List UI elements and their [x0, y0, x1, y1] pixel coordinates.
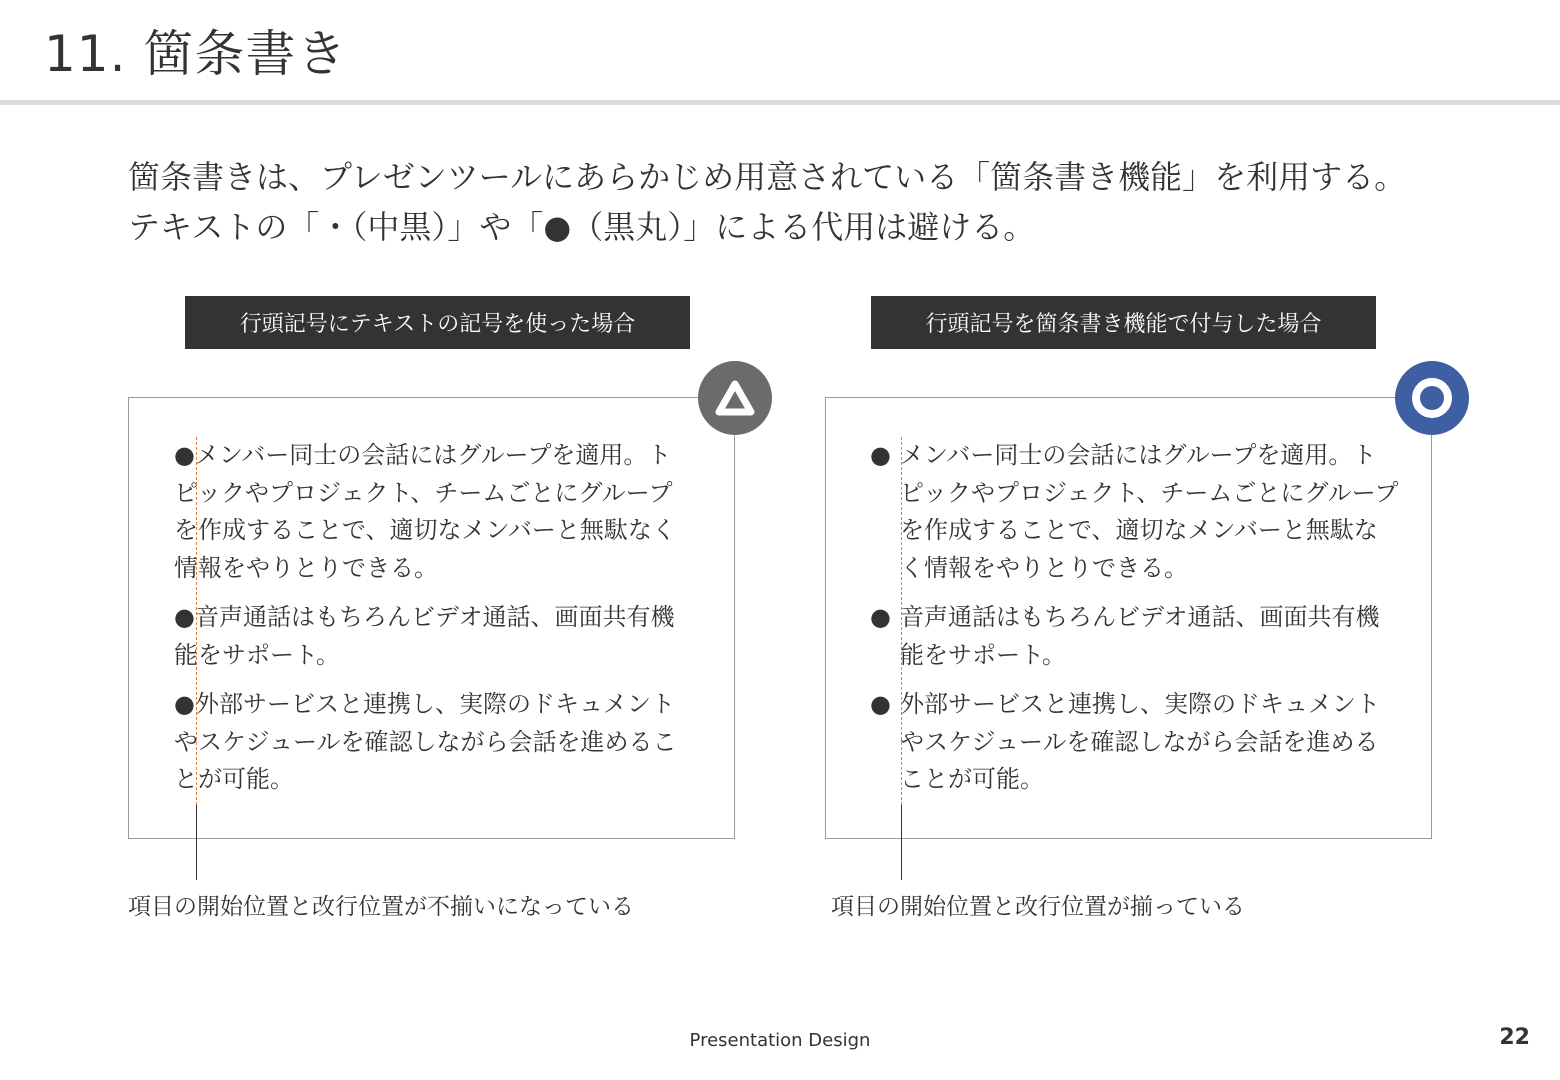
intro-text	[128, 152, 1406, 252]
list-item-text: 音声通話はもちろんビデオ通話、画面共有機能をサポート。	[900, 603, 1380, 669]
left-caption-pointer	[196, 805, 197, 880]
list-item	[174, 686, 694, 799]
left-bullet-list	[174, 437, 694, 811]
page-title: 11. 箇条書き	[44, 25, 348, 83]
right-bullet-list	[870, 437, 1400, 811]
bullet-glyph: ●	[174, 603, 195, 631]
list-item	[870, 437, 1400, 587]
list-item	[174, 599, 694, 674]
list-item-text: 外部サービスと連携し、実際のドキュメントやスケジュールを確認しながら会話を進めることが可能。	[174, 690, 677, 793]
list-item	[870, 686, 1400, 799]
title-divider	[0, 100, 1560, 105]
bullet-glyph: ●	[174, 690, 195, 718]
intro-line-1: 箇条書きは、プレゼンツールにあらかじめ用意されている「箇条書き機能」を利用する。	[128, 158, 1407, 196]
triangle-icon-glyph	[714, 379, 756, 417]
bullet-glyph: ●	[174, 441, 195, 469]
circle-icon-glyph	[1409, 375, 1455, 421]
intro-line-2: テキストの「・（中黒）」や「●（黒丸）」による代用は避ける。	[128, 208, 1036, 246]
list-item-text: 外部サービスと連携し、実際のドキュメントやスケジュールを確認しながら会話を進めることが可能。	[900, 690, 1380, 793]
list-item	[174, 437, 694, 587]
left-column-label: 行頭記号にテキストの記号を使った場合	[185, 296, 690, 349]
list-item	[870, 599, 1400, 674]
right-alignment-guide	[901, 437, 902, 805]
right-caption-pointer	[901, 805, 902, 880]
bullet-glyph: ●	[870, 441, 891, 469]
bullet-glyph: ●	[870, 690, 891, 718]
page-number: 22	[1499, 1025, 1530, 1050]
triangle-icon	[698, 361, 772, 435]
bullet-glyph: ●	[870, 603, 891, 631]
circle-icon	[1395, 361, 1469, 435]
footer-text: Presentation Design	[689, 1030, 871, 1051]
left-caption: 項目の開始位置と改行位置が不揃いになっている	[128, 894, 634, 920]
right-caption: 項目の開始位置と改行位置が揃っている	[831, 894, 1245, 920]
list-item-text: メンバー同士の会話にはグループを適用。トピックやプロジェクト、チームごとにグループを作成することで、適切なメンバーと無駄なく情報をやりとりできる。	[900, 441, 1399, 582]
right-column-label: 行頭記号を箇条書き機能で付与した場合	[871, 296, 1376, 349]
list-item-text: メンバー同士の会話にはグループを適用。トピックやプロジェクト、チームごとにグループを作成することで、適切なメンバーと無駄なく情報をやりとりできる。	[174, 441, 676, 582]
list-item-text: 音声通話はもちろんビデオ通話、画面共有機能をサポート。	[174, 603, 675, 669]
left-alignment-guide	[196, 437, 197, 805]
